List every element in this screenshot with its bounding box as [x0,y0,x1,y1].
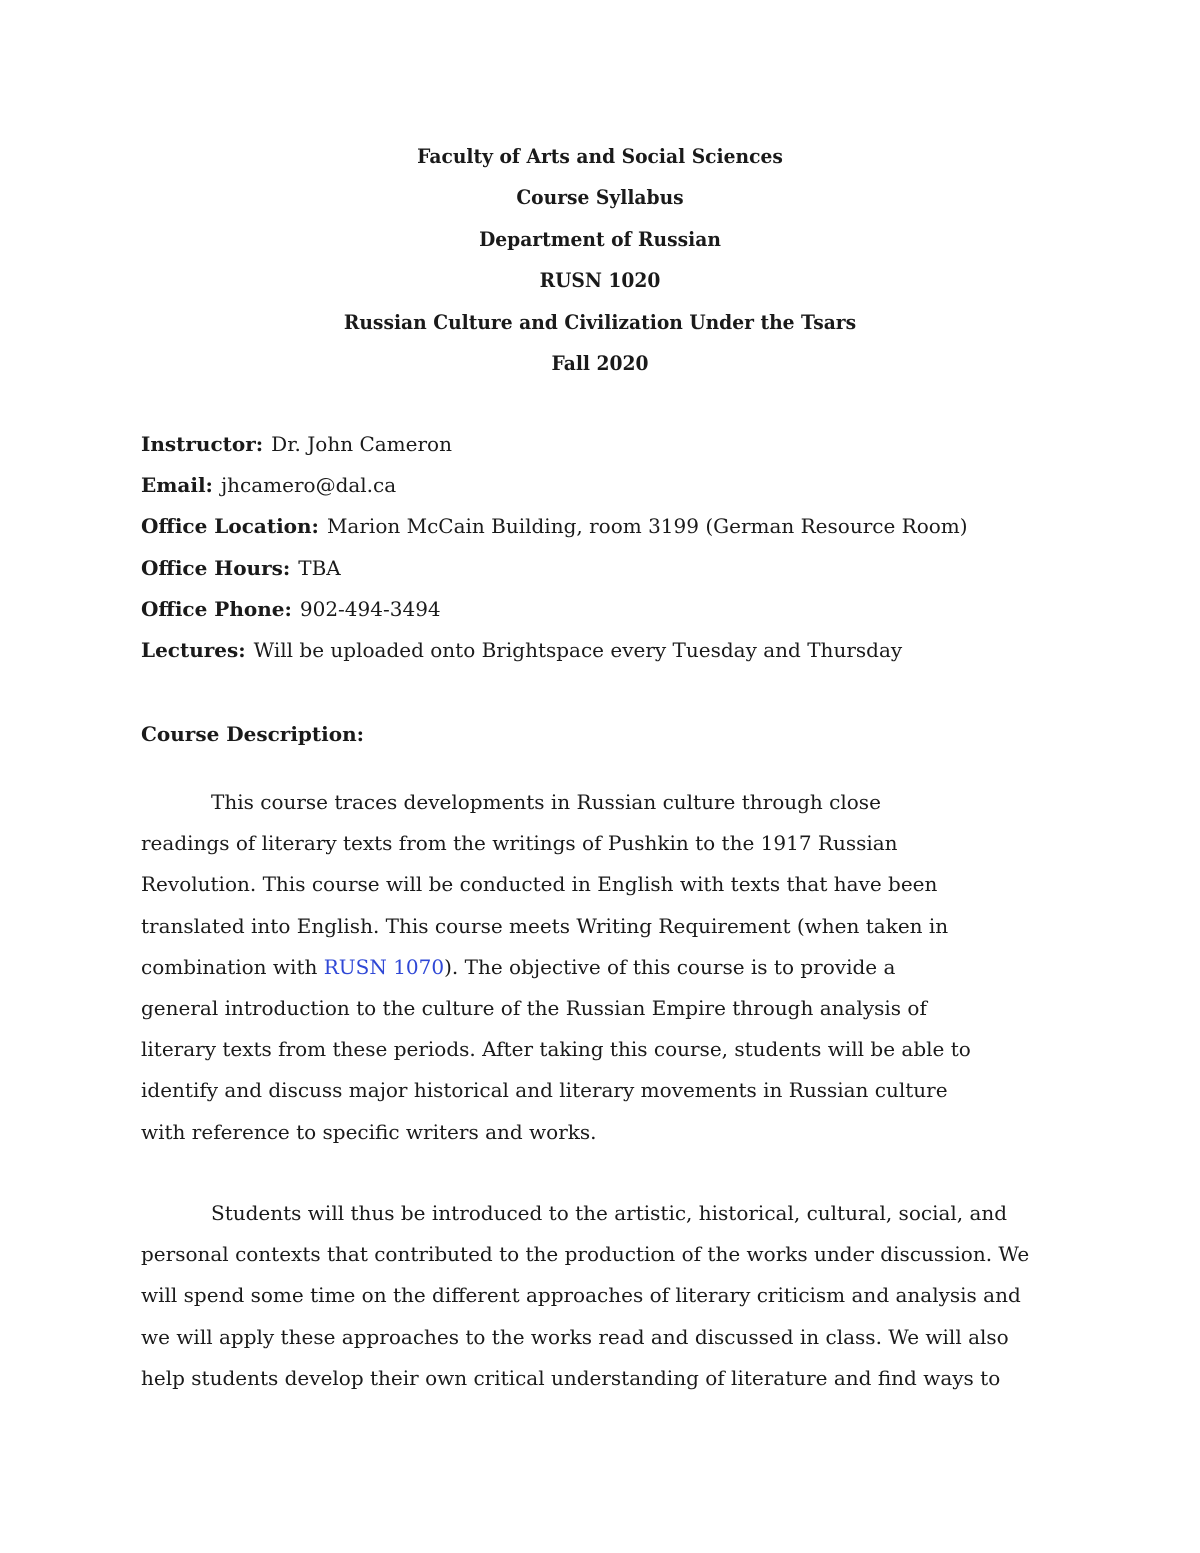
description-paragraph-1 [141,782,1101,1153]
office-location-row [141,506,1101,547]
link-line-before: combination with [141,954,324,979]
department-name: Department of Russian [479,226,721,251]
faculty-name: Faculty of Arts and Social Sciences [417,144,783,168]
email-row [141,465,1101,506]
paragraph-line: we will apply these approaches to the works read and discussed in class. We will also [141,1324,1009,1349]
course-code: RUSN 1020 [539,268,661,293]
lectures-row [141,630,1101,671]
paragraph-line: help students develop their own critical understanding of literature and find ways to [141,1365,1001,1390]
email-value[interactable]: jhcamero@dal.ca [220,473,397,498]
paragraph-line: translated into English. This course meets Writing Requirement (when taken in [141,913,949,938]
document-type: Course Syllabus [516,185,684,210]
term: Fall 2020 [551,350,649,375]
office-location-value: Marion McCain Building, room 3199 (German Resource Room) [326,514,968,539]
paragraph-line: will spend some time on the different approaches of literary criticism and analysis and [141,1283,1021,1308]
instructor-label: Instructor: [141,432,264,456]
office-phone-value: 902-494-3494 [299,596,441,621]
paragraph-line: literary texts from these periods. After taking this course, students will be able to [141,1037,971,1062]
course-title: Russian Culture and Civilization Under the Tsars [343,309,857,334]
office-hours-row [141,548,1101,589]
lectures-value: Will be uploaded onto Brightspace every Tuesday and Thursday [253,637,903,662]
office-hours-label: Office Hours: [141,555,291,580]
email-label: Email: [141,473,213,498]
description-paragraph-2 [141,1193,1101,1399]
link-line-after: ). The objective of this course is to provide a [444,954,896,979]
office-location-label: Office Location: [141,514,319,539]
paragraph-line: personal contexts that contributed to the production of the works under discussion. We [141,1242,1030,1267]
lectures-label: Lectures: [141,637,246,662]
paragraph-line: This course traces developments in Russian culture through close [211,790,881,814]
office-hours-value: TBA [298,555,341,580]
rusn-1070-link[interactable]: RUSN 1070 [323,954,445,979]
paragraph-line: general introduction to the culture of the Russian Empire through analysis of [141,995,927,1020]
paragraph-line: Students will thus be introduced to the artistic, historical, cultural, social, and [211,1201,1008,1225]
instructor-row [141,424,1101,465]
syllabus-header [0,136,1200,384]
course-description-heading: Course Description: [141,722,365,746]
instructor-value: Dr. John Cameron [271,432,452,456]
course-info [141,424,1101,671]
paragraph-line: with reference to specific writers and works. [141,1119,597,1144]
paragraph-line: Revolution. This course will be conducted in English with texts that have been [141,872,938,897]
office-phone-row [141,589,1101,630]
paragraph-line-with-link [141,947,1101,988]
paragraph-line: identify and discuss major historical and literary movements in Russian culture [141,1078,948,1103]
office-phone-label: Office Phone: [141,596,292,621]
paragraph-line: readings of literary texts from the writings of Pushkin to the 1917 Russian [141,831,898,856]
